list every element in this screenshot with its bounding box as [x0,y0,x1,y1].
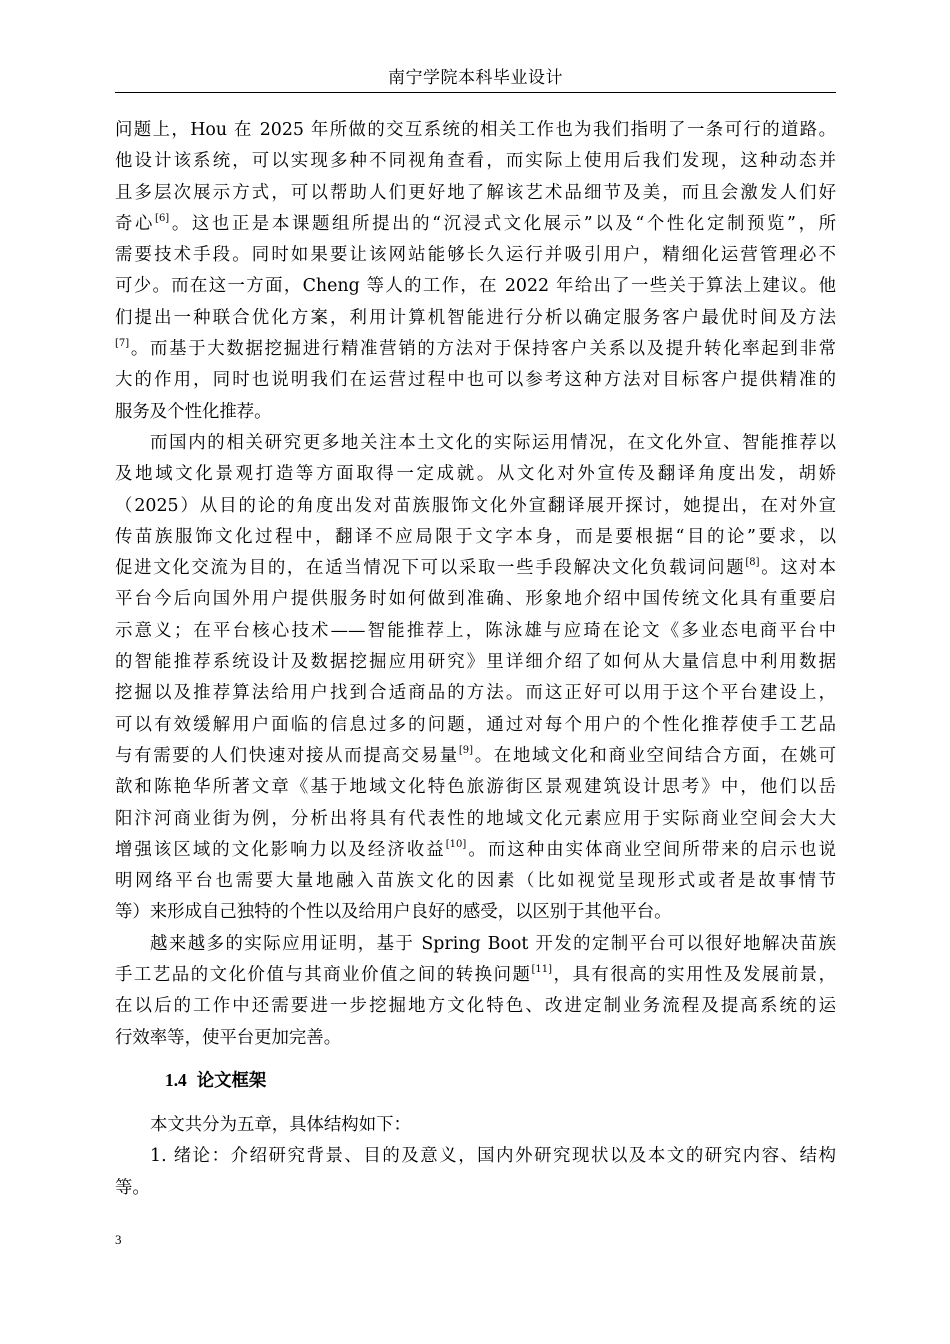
outline-intro: 本文共分为五章，具体结构如下： [150,1114,411,1135]
page-number: 3 [115,1232,122,1247]
section-number: 1.4 [165,1069,187,1090]
text-line [115,835,836,866]
text-line: 越来越多的实际应用证明，基于 Spring Boot 开发的定制平台可以很好地解决苗族 [150,933,836,954]
text-line [115,553,836,584]
document-body [115,115,836,1204]
header-title: 南宁学院本科毕业设计 [388,68,563,88]
text-line: 阳汴河商业街为例，分析出将具有代表性的地域文化元素应用于实际商业空间会大大 [115,808,836,829]
section-title: 论文框架 [196,1070,267,1091]
text-line: 们提出一种联合优化方案，利用计算机智能进行分析以确定服务客户最优时间及方法 [115,307,836,328]
text-line: 行效率等，使平台更加完善。 [115,1027,342,1048]
text-line: 而国内的相关研究更多地关注本土文化的实际运用情况，在文化外宣、智能推荐以 [150,432,836,453]
text-fragment: 手工艺品的文化价值与其商业价值之间的转换问题 [115,965,532,986]
text-line: 可少。而在这一方面，Cheng 等人的工作，在 2022 年给出了一些关于算法上建议。他 [115,276,836,297]
text-line: 问题上，Hou 在 2025 年所做的交互系统的相关工作也为我们指明了一条可行的道路。 [115,120,836,140]
text-line: 的智能推荐系统设计及数据挖掘应用研究》里详细介绍了如何从大量信息中利用数据 [115,652,836,673]
text-line: 平台今后向国外用户提供服务时如何做到准确、形象地介绍中国传统文化具有重要启 [115,589,836,610]
text-line [115,209,836,240]
page-header [115,66,836,93]
outline-item-1: 1. 绪论：介绍研究背景、目的及意义，国内外研究现状以及本文的研究内容、结构 [150,1146,836,1167]
citation: [10] [445,838,467,850]
text-line: 明网络平台也需要大量地融入苗族文化的因素（比如视觉呈现形式或者是故事情节 [115,871,836,892]
text-line: 大的作用，同时也说明我们在运营过程中也可以参考这种方法对目标客户提供精准的 [115,370,836,391]
citation: [9] [458,744,474,756]
text-line [115,741,836,772]
paragraph-2 [115,428,836,929]
outline-item-1-continued: 等。 [115,1177,150,1198]
outline [115,1110,836,1204]
text-line: 传苗族服饰文化过程中，翻译不应局限于文字本身，而是要根据“目的论”要求，以 [115,526,836,547]
citation: [6] [155,212,170,224]
text-line: （2025）从目的论的角度出发对苗族服饰文化外宣翻译展开探讨，她提出，在对外宣 [115,495,836,516]
text-line: 且多层次展示方式，可以帮助人们更好地了解该艺术品细节及美，而且会激发人们好 [115,182,836,203]
text-line: 挖掘以及推荐算法给用户找到合适商品的方法。而这正好可以用于这个平台建设上， [115,683,836,704]
text-line: 示意义；在平台核心技术——智能推荐上，陈泳雄与应琦在论文《多业态电商平台中 [115,620,836,641]
text-line: 服务及个性化推荐。 [115,401,272,422]
section-heading [115,1064,836,1096]
text-line: 等）来形成自己独特的个性以及给用户良好的感受，以区别于其他平台。 [115,902,672,923]
text-fragment: 与有需要的人们快速对接从而提高交易量 [115,745,459,766]
text-line: 歆和陈艳华所著文章《基于地域文化特色旅游街区景观建筑设计思考》中，他们以岳 [115,777,836,798]
text-fragment: 奇心 [115,213,156,234]
paragraph-1 [115,115,836,428]
text-fragment: 。而这种由实体商业空间所带来的启示也说 [466,839,836,860]
paragraph-3 [115,929,836,1054]
text-line: 在以后的工作中还需要进一步挖掘地方文化特色、改进定制业务流程及提高系统的运 [115,996,836,1017]
text-line: 及地域文化景观打造等方面取得一定成就。从文化对外宣传及翻译角度出发，胡娇 [115,464,836,485]
text-line [115,960,836,991]
text-fragment: 。而基于大数据挖掘进行精准营销的方法对于保持客户关系以及提升转化率起到非常 [129,339,836,360]
text-fragment: 。这也正是本课题组所提出的“沉浸式文化展示”以及“个性化定制预览”，所 [169,213,836,234]
text-fragment: ，具有很高的实用性及发展前景， [552,965,836,986]
text-fragment: 促进文化交流为目的，在适当情况下可以采取一些手段解决文化负载词问题 [115,558,746,579]
text-fragment: 。在地域文化和商业空间结合方面，在姚可 [473,745,836,766]
citation: [7] [115,338,130,350]
text-line: 需要技术手段。同时如果要让该网站能够长久运行并吸引用户，精细化运营管理必不 [115,245,836,266]
text-fragment: 。这对本 [759,558,836,579]
citation: [8] [745,557,760,569]
text-fragment: 增强该区域的文化影响力以及经济收益 [115,839,446,860]
text-line [115,334,836,365]
text-line: 可以有效缓解用户面临的信息过多的问题，通过对每个用户的个性化推荐使手工艺品 [115,714,836,735]
text-line: 他设计该系统，可以实现多种不同视角查看，而实际上使用后我们发现，这种动态并 [115,151,836,172]
citation: [11] [531,964,553,976]
